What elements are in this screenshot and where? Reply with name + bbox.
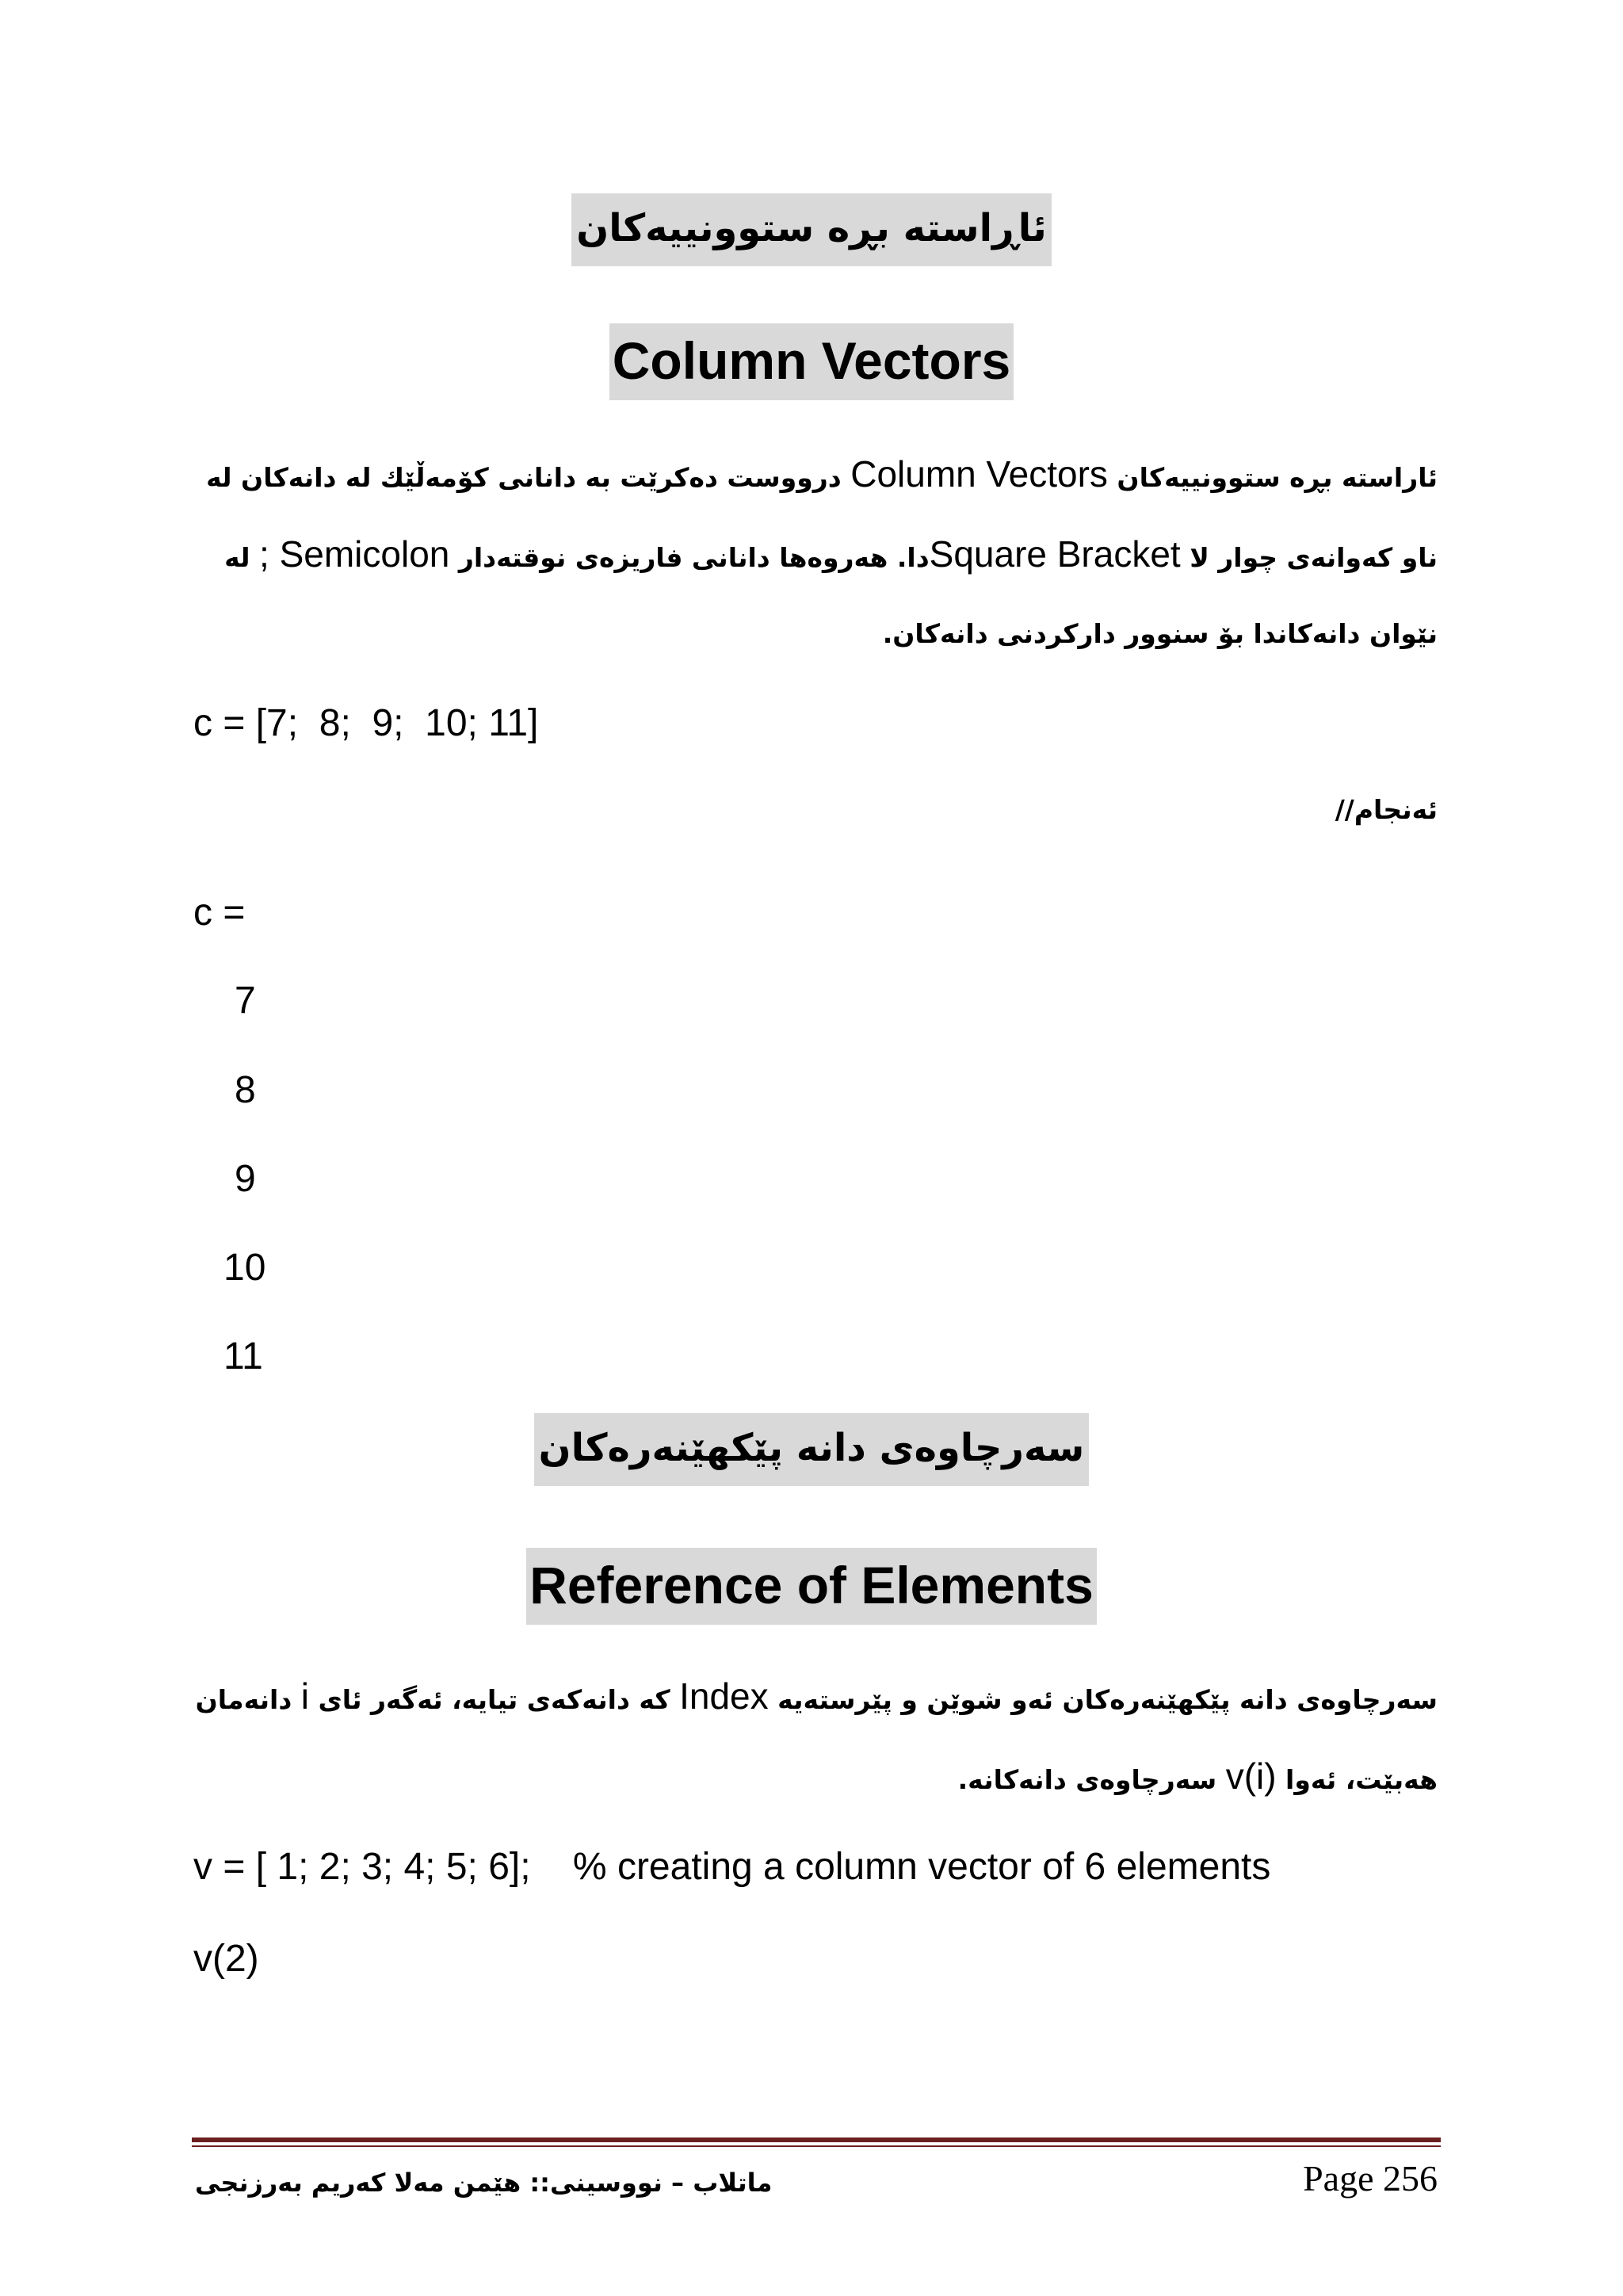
page-number: Page 256 (1303, 2158, 1438, 2199)
section2-title-english: Reference of Elements (0, 1548, 1623, 1625)
section2-title-kurdish: سەرچاوەی دانە پێکهێنەرەکان (0, 1413, 1623, 1486)
footer-rule-thin (192, 2145, 1441, 2147)
section1-paragraph (195, 436, 1438, 672)
section2-para-line2: هەبێت، ئەوا v(i) سەرچاوەی دانەکانە. (957, 1755, 1438, 1797)
footer-rule (192, 2137, 1441, 2142)
output-value: 7 (235, 980, 256, 1022)
output-value: 8 (235, 1069, 256, 1111)
result-label: ئەنجام// (1335, 794, 1438, 825)
section1-title-kurdish: ئاڕاسته بڕە ستوونییەکان (0, 193, 1623, 266)
code-column-vector: c = [7; 8; 9; 10; 11] (193, 702, 539, 744)
output-value: 10 (223, 1247, 266, 1289)
section1-title-english: Column Vectors (0, 323, 1623, 400)
output-label: c = (193, 892, 246, 934)
section1-para-line3: نێوان دانەکاندا بۆ سنوور دارکردنی دانەکان. (882, 618, 1438, 649)
section1-para-line1: ئاراسته بڕە ستوونییەکان Column Vectors درووست دەکرێت بە دانانی کۆمەڵێك لە دانەکان لە (206, 453, 1438, 495)
section2-para-line1: سەرچاوەی دانە پێکهێنەرەکان ئەو شوێن و پێرستەیە Index کە دانەکەی تیایە، ئەگەر ئای i دانەمان (195, 1675, 1438, 1717)
output-value: 11 (223, 1335, 263, 1377)
footer-author: ماتلاب – نووسینی:: هێمن مەلا کەریم بەرزنجی (195, 2168, 773, 2198)
code-vector-reference: v(2) (193, 1938, 259, 1980)
code-vector-definition: v = [ 1; 2; 3; 4; 5; 6]; % creating a column vector of 6 elements (193, 1846, 1271, 1888)
section2-paragraph (195, 1658, 1438, 1818)
output-value: 9 (235, 1158, 256, 1200)
section1-para-line2: ناو کەوانەی چوار لا Square Bracketدا. هەروەها دانانی فاریزەی نوقتەدار ; Semicolon لە (224, 533, 1438, 575)
